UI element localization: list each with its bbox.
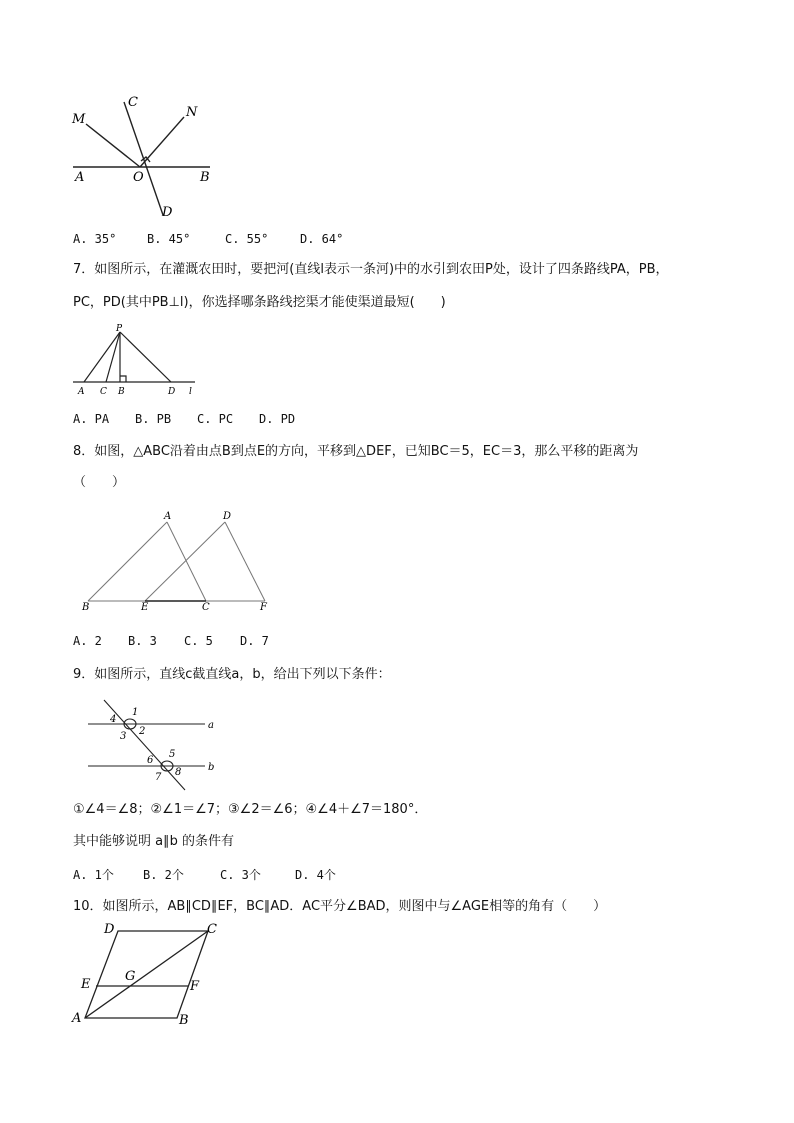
q9-label-4: 4 [110, 714, 117, 725]
q10-label-d: D [104, 922, 115, 937]
q9-option-b[interactable]: B. 2个 [143, 868, 184, 882]
q7-label-l: l [189, 387, 192, 397]
q9-label-1: 1 [132, 707, 139, 718]
q7-label-p: P [116, 324, 123, 334]
q9-label-5: 5 [169, 749, 176, 760]
q9-option-d[interactable]: D. 4个 [295, 868, 336, 882]
q7-label-b: B [118, 387, 125, 397]
q6-option-b[interactable]: B. 45° [147, 232, 191, 246]
q8-label-b: B [82, 602, 90, 613]
q10-label-g: G [125, 969, 136, 984]
q9-label-6: 6 [147, 755, 154, 766]
q6-option-c[interactable]: C. 55° [225, 232, 269, 246]
q8-option-d[interactable]: D. 7 [240, 634, 269, 648]
q9-option-a[interactable]: A. 1个 [73, 868, 114, 882]
q7-option-c[interactable]: C. PC [197, 412, 234, 426]
q6-label-n: N [186, 105, 198, 120]
q8-label-f: F [260, 602, 267, 613]
q10-label-a: A [72, 1011, 82, 1026]
q10-label-f: F [190, 979, 200, 994]
q6-label-m: M [72, 112, 86, 127]
q9-stem-line2: 其中能够说明 a∥b 的条件有 [73, 834, 234, 849]
q6-label-b: B [200, 170, 210, 185]
q6-label-a: A [75, 170, 85, 185]
q9-label-8: 8 [175, 767, 182, 778]
q8-label-e: E [141, 602, 149, 613]
q7-stem-line2: PC，PD(其中PB⊥l)，你选择哪条路线挖渠才能使渠道最短( ) [73, 295, 446, 310]
q6-label-o: O [133, 170, 144, 185]
q8-label-d: D [223, 511, 232, 522]
q9-label-2: 2 [139, 726, 146, 737]
q7-option-b[interactable]: B. PB [135, 412, 172, 426]
q7-option-d[interactable]: D. PD [259, 412, 296, 426]
q10-label-c: C [207, 922, 217, 937]
q7-option-a[interactable]: A. PA [73, 412, 110, 426]
q6-label-c: C [128, 95, 138, 110]
q7-label-a: A [78, 387, 85, 397]
q9-label-a: a [208, 720, 214, 731]
q10-label-b: B [179, 1013, 189, 1028]
q9-label-7: 7 [155, 772, 162, 783]
q7-stem-line1: 7．如图所示，在灌溉农田时，要把河(直线l表示一条河)中的水引到农田P处，设计了四条路线PA，PB， [73, 262, 669, 277]
q8-stem-line1: 8．如图，△ABC沿着由点B到点E的方向，平移到△DEF，已知BC＝5，EC＝3，那么平移的距离为 [73, 444, 639, 459]
q10-stem-line1: 10．如图所示，AB∥CD∥EF，BC∥AD．AC平分∠BAD，则图中与∠AGE相等的角有（ ） [73, 899, 607, 914]
q8-option-a[interactable]: A. 2 [73, 634, 102, 648]
q9-stem-line1: 9．如图所示，直线c截直线a，b，给出下列以下条件： [73, 667, 391, 682]
q6-option-a[interactable]: A. 35° [73, 232, 117, 246]
q9-label-3: 3 [120, 731, 127, 742]
q9-label-b: b [208, 762, 215, 773]
q9-conditions: ①∠4＝∠8；②∠1＝∠7；③∠2＝∠6；④∠4＋∠7＝180°． [73, 802, 428, 817]
q6-label-d: D [162, 205, 173, 220]
q7-label-d: D [168, 387, 176, 397]
q8-stem-line2: （ ） [73, 475, 126, 490]
q8-option-c[interactable]: C. 5 [184, 634, 213, 648]
q8-label-c: C [202, 602, 210, 613]
q8-label-a: A [164, 511, 172, 522]
q9-option-c[interactable]: C. 3个 [220, 868, 261, 882]
q8-option-b[interactable]: B. 3 [128, 634, 157, 648]
q6-option-d[interactable]: D. 64° [300, 232, 344, 246]
q7-label-c: C [100, 387, 107, 397]
q10-label-e: E [81, 977, 91, 992]
